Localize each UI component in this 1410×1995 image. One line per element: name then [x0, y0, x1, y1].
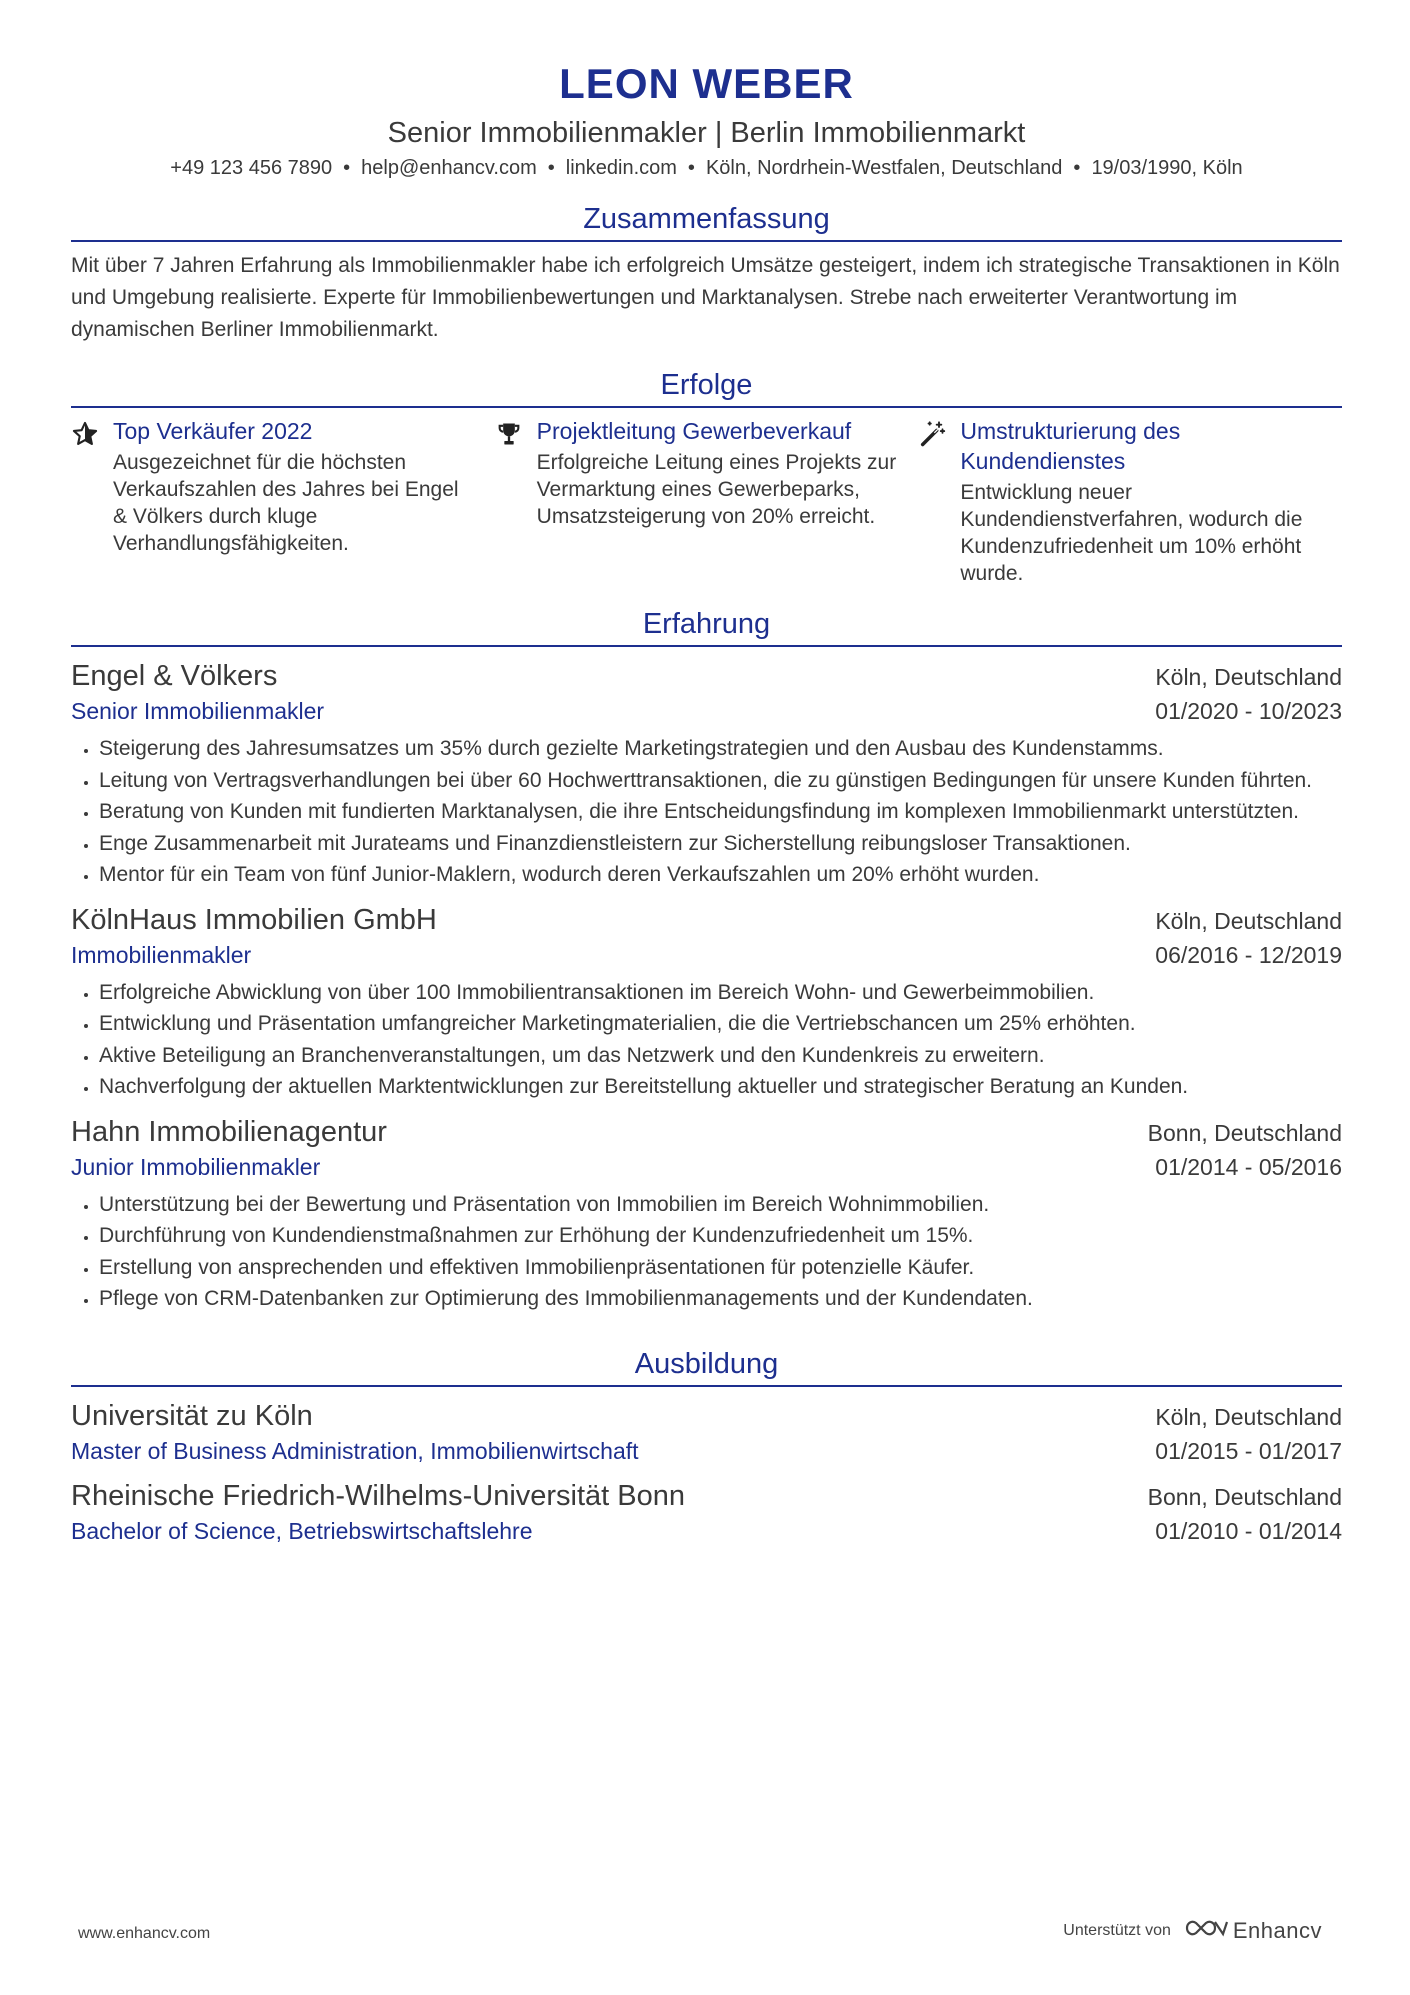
achievement-title: Top Verkäufer 2022 [113, 418, 313, 444]
company-name: Hahn Immobilienagentur [71, 1115, 387, 1148]
contact-birth: 19/03/1990, Köln [1091, 157, 1243, 179]
degree: Bachelor of Science, Betriebswirtschaftslehre [71, 1517, 533, 1544]
achievement-title: Projektleitung Gewerbeverkauf [536, 418, 852, 444]
brand-name: Enhancv [1232, 1917, 1322, 1943]
job-bullet: • Aktive Beteiligung an Branchenveranstaltungen, um das Netzwerk und den Kundenkreis zu erweitern. [99, 1040, 1342, 1072]
job-bullet: • Steigerung des Jahresumsatzes um 35% durch gezielte Marketingstrategien und den Ausbau des Kundenstamms. [99, 733, 1342, 765]
job-location: Bonn, Deutschland [1147, 1119, 1342, 1146]
trophy-icon [495, 416, 537, 587]
section-divider [71, 645, 1342, 647]
job-bullet: • Erfolgreiche Abwicklung von über 100 Immobilientransaktionen im Bereich Wohn- und Gewerbeimmobilien. [99, 977, 1342, 1009]
job-bullet: • Leitung von Vertragsverhandlungen bei über 60 Hochwerttransaktionen, die zu günstigen Bedingungen für unsere Kunden führten. [99, 765, 1342, 797]
job-bullets [71, 1189, 1342, 1315]
experience-section [71, 605, 1342, 1315]
school-location: Köln, Deutschland [1155, 1403, 1342, 1430]
degree: Master of Business Administration, Immobilienwirtschaft [71, 1437, 639, 1464]
job-bullet: • Mentor für ein Team von fünf Junior-Maklern, wodurch deren Verkaufszahlen um 20% erhöht wurden. [99, 859, 1342, 891]
contact-phone[interactable]: +49 123 456 7890 [170, 157, 333, 179]
experience-entry [71, 1113, 1342, 1315]
job-role: Senior Immobilienmakler [71, 698, 325, 724]
contact-line [71, 154, 1342, 182]
company-name: Engel & Völkers [71, 660, 278, 692]
separator-dot: • [1073, 157, 1081, 179]
achievements-section [71, 366, 1342, 587]
job-role: Immobilienmakler [71, 941, 252, 968]
job-location: Köln, Deutschland [1155, 907, 1342, 934]
company-name: KölnHaus Immobilien GmbH [71, 903, 437, 936]
summary-section [71, 200, 1342, 346]
job-bullet: • Pflege von CRM-Datenbanken zur Optimierung des Immobilienmanagements und der Kundendaten. [99, 1283, 1342, 1315]
separator-dot: • [687, 157, 695, 179]
job-bullet: • Unterstützung bei der Bewertung und Präsentation von Immobilien im Bereich Wohnimmobilien. [99, 1189, 1342, 1221]
achievement-desc: Entwicklung neuer Kundendienstverfahren, wodurch die Kundenzufriedenheit um 10% erhöht wurde. [960, 481, 1303, 585]
school-location: Bonn, Deutschland [1147, 1483, 1342, 1510]
job-dates: 01/2020 - 10/2023 [1155, 698, 1342, 724]
school-name: Universität zu Köln [71, 1399, 313, 1432]
achievements-list [71, 416, 1342, 587]
job-bullet: • Enge Zusammenarbeit mit Jurateams und Finanzdienstleistern zur Sicherstellung reibungsloser Transaktionen. [99, 828, 1342, 860]
section-divider [71, 406, 1342, 408]
job-bullet: • Beratung von Kunden mit fundierten Marktanalysen, die ihre Entscheidungsfindung im komplexen Immobilienmarkt unterstützten. [99, 796, 1342, 828]
contact-linkedin[interactable]: linkedin.com [565, 157, 677, 179]
achievement-title: Umstrukturierung des Kundendienstes [960, 418, 1181, 474]
job-dates: 06/2016 - 12/2019 [1155, 941, 1342, 968]
education-entry [71, 1397, 1342, 1467]
job-location: Köln, Deutschland [1155, 664, 1342, 690]
job-role: Junior Immobilienmakler [71, 1153, 321, 1180]
candidate-name: LEON WEBER [559, 60, 854, 107]
magic-wand-icon [918, 416, 960, 587]
education-dates: 01/2015 - 01/2017 [1155, 1437, 1342, 1464]
education-section [71, 1345, 1342, 1547]
summary-text: Mit über 7 Jahren Erfahrung als Immobilienmakler habe ich erfolgreich Umsätze gesteigert, indem ich strategische Transaktionen in Köln und Umgebung realisierte. Experte für Immobilienbewertungen und Marktanalysen. Strebe nach erweiterter Verantwortung im dynamischen Berliner Immobilienmarkt. [71, 254, 1340, 341]
job-bullet: • Nachverfolgung der aktuellen Marktentwicklungen zur Bereitstellung aktueller und strategischer Beratung an Kunden. [99, 1071, 1342, 1103]
school-name: Rheinische Friedrich-Wilhelms-Universität Bonn [71, 1479, 686, 1512]
footer-powered-by [1063, 1916, 1322, 1945]
footer-website[interactable]: www.enhancv.com [78, 1925, 211, 1942]
education-dates: 01/2010 - 01/2014 [1155, 1517, 1342, 1544]
experience-entry [71, 901, 1342, 1103]
summary-title: Zusammenfassung [583, 203, 830, 235]
enhancv-logo-icon [1183, 1916, 1229, 1945]
experience-entry [71, 657, 1342, 891]
section-divider [71, 240, 1342, 242]
contact-location: Köln, Nordrhein-Westfalen, Deutschland [705, 157, 1063, 179]
resume-content [71, 58, 1342, 1547]
achievement-item [495, 416, 919, 587]
experience-title: Erfahrung [642, 608, 771, 640]
section-divider [71, 1385, 1342, 1387]
separator-dot: • [343, 157, 351, 179]
education-title: Ausbildung [634, 1347, 779, 1380]
star-icon [71, 416, 113, 587]
achievements-title: Erfolge [660, 369, 753, 401]
job-bullets [71, 977, 1342, 1103]
contact-email[interactable]: help@enhancv.com [361, 157, 537, 179]
powered-by-label: Unterstützt von [1063, 1921, 1171, 1939]
achievement-desc: Erfolgreiche Leitung eines Projekts zur Vermarktung eines Gewerbeparks, Umsatzsteigerung von 20% erreicht. [536, 451, 897, 528]
achievement-item [918, 416, 1342, 587]
education-entry [71, 1477, 1342, 1547]
achievement-item [71, 416, 495, 587]
job-bullet: • Entwicklung und Präsentation umfangreicher Marketingmaterialien, die die Vertriebschancen um 25% erhöhten. [99, 1008, 1342, 1040]
job-bullet: • Erstellung von ansprechenden und effektiven Immobilienpräsentationen für potenzielle Käufer. [99, 1252, 1342, 1284]
achievement-desc: Ausgezeichnet für die höchsten Verkaufszahlen des Jahres bei Engel & Völkers durch kluge Verhandlungsfähigkeiten. [113, 451, 459, 555]
separator-dot: • [547, 157, 555, 179]
job-bullets [71, 733, 1342, 891]
candidate-headline: Senior Immobilienmakler | Berlin Immobilienmarkt [387, 117, 1026, 149]
job-bullet: • Durchführung von Kundendienstmaßnahmen zur Erhöhung der Kundenzufriedenheit um 15%. [99, 1220, 1342, 1252]
job-dates: 01/2014 - 05/2016 [1155, 1153, 1342, 1180]
